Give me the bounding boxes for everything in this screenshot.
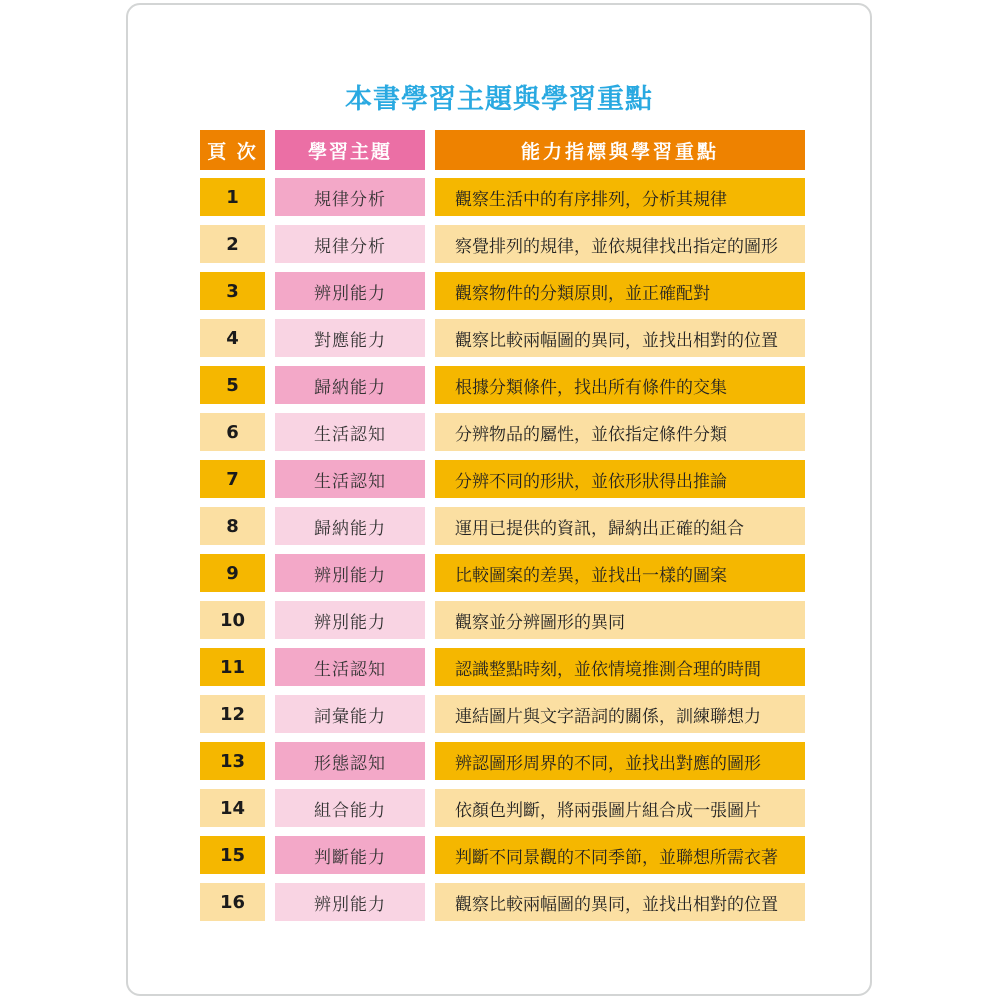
- learning-theme-cell: 規律分析: [275, 225, 425, 263]
- table-row: [200, 648, 805, 686]
- table-row: [200, 178, 805, 216]
- table-row: [200, 272, 805, 310]
- ability-description-cell: 運用已提供的資訊，歸納出正確的組合: [435, 507, 805, 545]
- table-header-row: [200, 130, 805, 170]
- learning-theme-cell: 判斷能力: [275, 836, 425, 874]
- table-row: [200, 460, 805, 498]
- table-row: [200, 695, 805, 733]
- learning-theme-cell: 生活認知: [275, 413, 425, 451]
- learning-theme-cell: 歸納能力: [275, 507, 425, 545]
- learning-theme-cell: 詞彙能力: [275, 695, 425, 733]
- table-row: [200, 413, 805, 451]
- ability-description-cell: 觀察並分辨圖形的異同: [435, 601, 805, 639]
- page-number-cell: 4: [200, 319, 265, 357]
- table-row: [200, 789, 805, 827]
- ability-description-cell: 觀察物件的分類原則，並正確配對: [435, 272, 805, 310]
- table-body: [200, 178, 805, 921]
- table-row: [200, 319, 805, 357]
- ability-description-cell: 觀察比較兩幅圖的異同，並找出相對的位置: [435, 883, 805, 921]
- table-row: [200, 507, 805, 545]
- page-title: 本書學習主題與學習重點: [345, 84, 653, 115]
- ability-description-cell: 認識整點時刻，並依情境推測合理的時間: [435, 648, 805, 686]
- learning-theme-cell: 辨別能力: [275, 883, 425, 921]
- page-number-cell: 7: [200, 460, 265, 498]
- page-number-cell: 3: [200, 272, 265, 310]
- ability-description-cell: 依顏色判斷，將兩張圖片組合成一張圖片: [435, 789, 805, 827]
- table-row: [200, 836, 805, 874]
- page-number-cell: 6: [200, 413, 265, 451]
- page-number-cell: 2: [200, 225, 265, 263]
- page-number-cell: 5: [200, 366, 265, 404]
- learning-theme-cell: 形態認知: [275, 742, 425, 780]
- ability-description-cell: 比較圖案的差異，並找出一樣的圖案: [435, 554, 805, 592]
- table-row: [200, 883, 805, 921]
- table-row: [200, 366, 805, 404]
- learning-theme-cell: 生活認知: [275, 648, 425, 686]
- page-number-cell: 13: [200, 742, 265, 780]
- page-number-cell: 16: [200, 883, 265, 921]
- page-number-cell: 14: [200, 789, 265, 827]
- page-number-cell: 9: [200, 554, 265, 592]
- book-page: [126, 3, 872, 996]
- header-ability-index: 能力指標與學習重點: [435, 130, 805, 170]
- ability-description-cell: 連結圖片與文字語詞的關係，訓練聯想力: [435, 695, 805, 733]
- ability-description-cell: 觀察比較兩幅圖的異同，並找出相對的位置: [435, 319, 805, 357]
- ability-description-cell: 觀察生活中的有序排列，分析其規律: [435, 178, 805, 216]
- page-number-cell: 15: [200, 836, 265, 874]
- learning-theme-cell: 辨別能力: [275, 272, 425, 310]
- ability-description-cell: 辨認圖形周界的不同，並找出對應的圖形: [435, 742, 805, 780]
- page-number-cell: 1: [200, 178, 265, 216]
- learning-theme-cell: 對應能力: [275, 319, 425, 357]
- learning-theme-cell: 規律分析: [275, 178, 425, 216]
- table-row: [200, 742, 805, 780]
- table-row: [200, 554, 805, 592]
- learning-theme-cell: 辨別能力: [275, 554, 425, 592]
- learning-theme-cell: 組合能力: [275, 789, 425, 827]
- table-row: [200, 225, 805, 263]
- header-page-number: 頁 次: [200, 130, 265, 170]
- learning-theme-cell: 辨別能力: [275, 601, 425, 639]
- page-number-cell: 10: [200, 601, 265, 639]
- learning-theme-cell: 生活認知: [275, 460, 425, 498]
- page-number-cell: 12: [200, 695, 265, 733]
- ability-description-cell: 根據分類條件，找出所有條件的交集: [435, 366, 805, 404]
- ability-description-cell: 察覺排列的規律，並依規律找出指定的圖形: [435, 225, 805, 263]
- table-row: [200, 601, 805, 639]
- learning-theme-cell: 歸納能力: [275, 366, 425, 404]
- page-number-cell: 11: [200, 648, 265, 686]
- header-learning-theme: 學習主題: [275, 130, 425, 170]
- page-number-cell: 8: [200, 507, 265, 545]
- ability-description-cell: 分辨物品的屬性，並依指定條件分類: [435, 413, 805, 451]
- ability-description-cell: 分辨不同的形狀，並依形狀得出推論: [435, 460, 805, 498]
- ability-description-cell: 判斷不同景觀的不同季節，並聯想所需衣著: [435, 836, 805, 874]
- learning-themes-table: [200, 130, 805, 921]
